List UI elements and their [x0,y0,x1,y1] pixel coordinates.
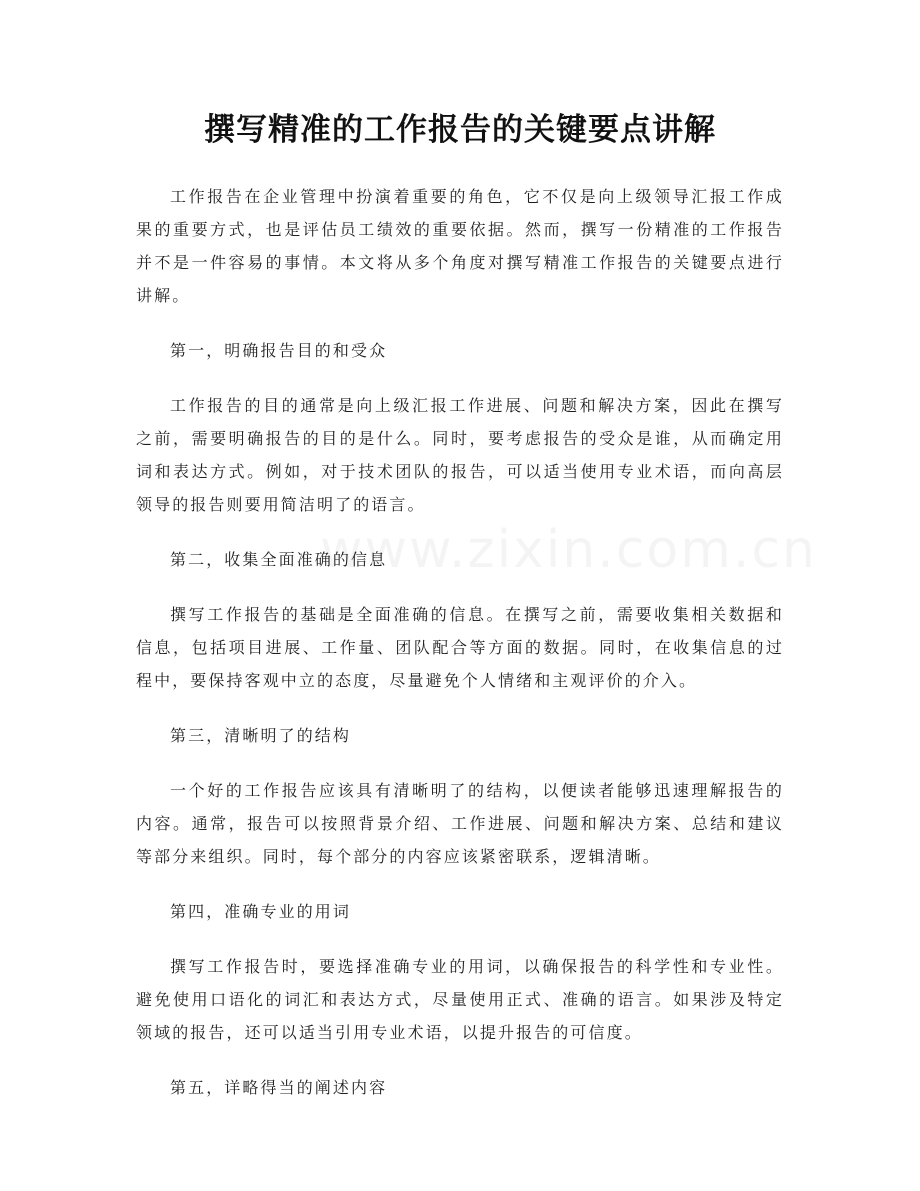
section-heading-5: 第五，详略得当的阐述内容 [170,1078,388,1097]
intro-paragraph: 工作报告在企业管理中扮演着重要的角色，它不仅是向上级领导汇报工作成果的重要方式，也是评估员工绩效的重要依据。然而，撰写一份精准的工作报告并不是一件容易的事情。本文将从多个角度对撰写精准工作报告的关键要点进行讲解。 [136,187,784,305]
section-heading-1: 第一，明确报告目的和受众 [170,341,388,360]
section-paragraph-2: 撰写工作报告的基础是全面准确的信息。在撰写之前，需要收集相关数据和信息，包括项目进展、工作量、团队配合等方面的数据。同时，在收集信息的过程中，要保持客观中立的态度，尽量避免个人情绪和主观评价的介入。 [136,605,784,690]
document-title: 撰写精准的工作报告的关键要点讲解 [204,112,716,148]
section-paragraph-1: 工作报告的目的通常是向上级汇报工作进展、问题和解决方案，因此在撰写之前，需要明确报告的目的是什么。同时，要考虑报告的受众是谁，从而确定用词和表达方式。例如，对于技术团队的报告，可以适当使用专业术语，而向高层领导的报告则要用简洁明了的语言。 [136,396,784,514]
document-body [136,180,784,1104]
section-paragraph-4: 撰写工作报告时，要选择准确专业的用词，以确保报告的科学性和专业性。避免使用口语化的词汇和表达方式，尽量使用正式、准确的语言。如果涉及特定领域的报告，还可以适当引用专业术语，以提升报告的可信度。 [136,957,784,1042]
section-paragraph-3: 一个好的工作报告应该具有清晰明了的结构，以便读者能够迅速理解报告的内容。通常，报告可以按照背景介绍、工作进展、问题和解决方案、总结和建议等部分来组织。同时，每个部分的内容应该紧密联系，逻辑清晰。 [136,781,784,866]
section-heading-2: 第二，收集全面准确的信息 [170,550,388,569]
section-heading-3: 第三，清晰明了的结构 [170,726,352,745]
section-heading-4: 第四，准确专业的用词 [170,902,352,921]
